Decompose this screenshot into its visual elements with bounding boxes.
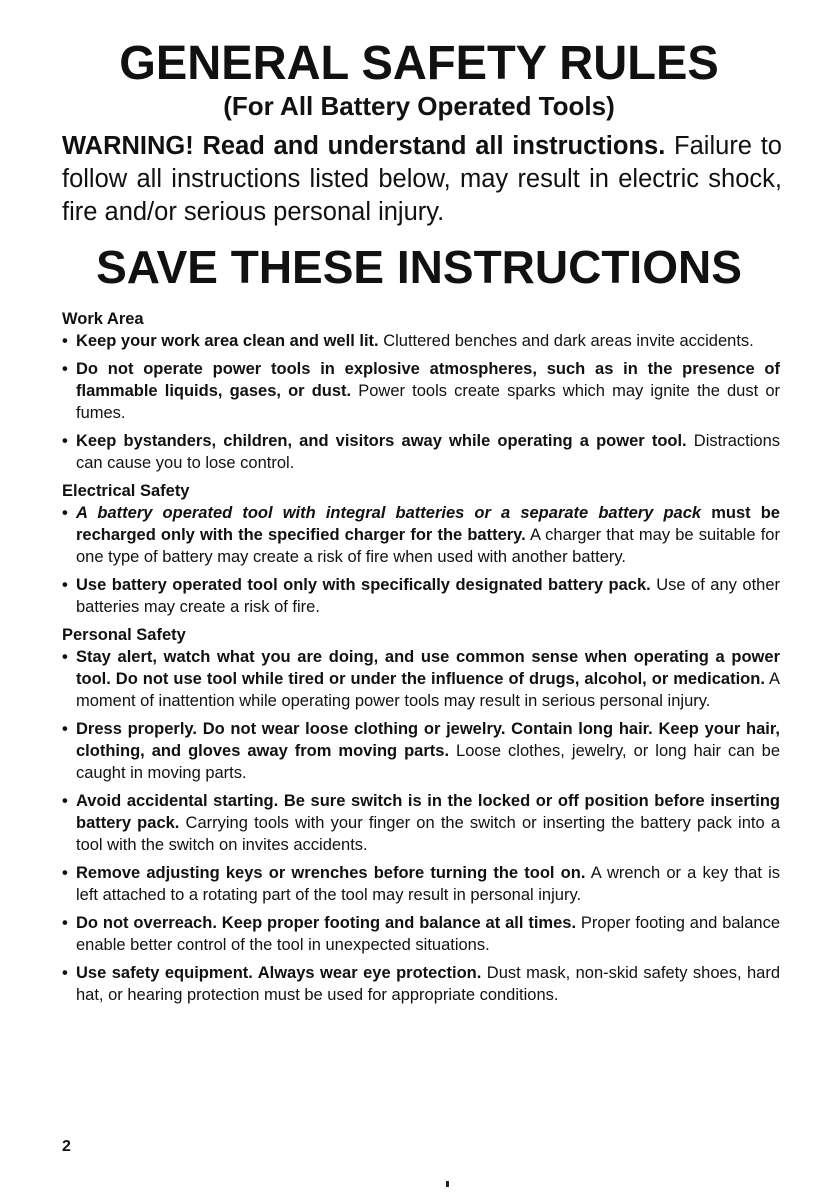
bullet-icon: •	[62, 332, 68, 350]
bullet-icon: •	[62, 648, 68, 666]
rule-item	[62, 718, 780, 784]
section-heading: Work Area	[62, 310, 144, 328]
rule-text: Carrying tools with your finger on the switch or inserting the battery pack into a tool with the switch on invites accidents.	[76, 814, 780, 854]
rule-item	[62, 430, 780, 474]
page-title: GENERAL SAFETY RULES	[119, 37, 719, 90]
rule-text: Use of any other batteries may create a risk of fire.	[76, 576, 780, 616]
section-work-area	[62, 308, 780, 474]
rule-bold: Keep bystanders, children, and visitors away while operating a power tool.	[76, 432, 687, 450]
page-subtitle: (For All Battery Operated Tools)	[223, 91, 615, 121]
rule-text: Dust mask, non-skid safety shoes, hard hat, or hearing protection must be used for appropriate conditions.	[76, 964, 781, 1004]
page-number: 2	[62, 1138, 71, 1155]
rule-text: A moment of inattention while operating power tools may result in serious personal injury.	[76, 670, 780, 710]
section-personal-safety	[62, 624, 780, 1006]
rule-item	[62, 862, 780, 906]
rule-text: A charger that may be suitable for one type of battery may create a risk of fire when used with another battery.	[76, 526, 780, 566]
bullet-icon: •	[62, 720, 68, 738]
rule-text: A wrench or a key that is left attached to a rotating part of the tool may result in personal injury.	[76, 864, 780, 904]
section-electrical-safety	[62, 480, 780, 618]
safety-sections	[62, 308, 780, 1012]
bullet-icon: •	[62, 792, 68, 810]
bullet-icon: •	[62, 864, 68, 882]
scan-mark	[446, 1181, 449, 1187]
rule-item	[62, 574, 780, 618]
bullet-icon: •	[62, 576, 68, 594]
rule-bold: Use battery operated tool only with specifically designated battery pack.	[76, 576, 651, 594]
warning-paragraph	[62, 130, 782, 229]
rule-text: Loose clothes, jewelry, or long hair can be caught in moving parts.	[76, 742, 780, 782]
warning-text: Failure to follow all instructions listed below, may result in electric shock, fire and/or serious personal injury.	[62, 132, 782, 226]
rule-bold: Do not overreach. Keep proper footing and balance at all times.	[76, 914, 577, 932]
save-instructions-heading: SAVE THESE INSTRUCTIONS	[96, 241, 742, 293]
bullet-icon: •	[62, 914, 68, 932]
rule-bold: Remove adjusting keys or wrenches before turning the tool on.	[76, 864, 586, 882]
bullet-icon: •	[62, 504, 68, 522]
rule-item	[62, 358, 780, 424]
bullet-icon: •	[62, 360, 68, 378]
rule-bold: Stay alert, watch what you are doing, and use common sense when operating a power tool. Do not use tool while tired or under the influence of drugs, alcohol, or medication.	[76, 648, 780, 688]
rule-item	[62, 330, 780, 352]
rule-italic: A battery operated tool with integral batteries or a separate battery pack	[76, 504, 702, 522]
rule-item	[62, 790, 780, 856]
rule-item	[62, 962, 780, 1006]
rule-text: Cluttered benches and dark areas invite accidents.	[378, 332, 754, 350]
rule-item	[62, 912, 780, 956]
rule-text: Distractions can cause you to lose control.	[76, 432, 780, 472]
rule-text: Proper footing and balance enable better control of the tool in unexpected situations.	[76, 914, 780, 954]
section-heading: Personal Safety	[62, 626, 186, 644]
bullet-icon: •	[62, 432, 68, 450]
warning-lead: WARNING! Read and understand all instructions.	[62, 132, 666, 160]
rule-bold: Use safety equipment. Always wear eye protection.	[76, 964, 482, 982]
section-heading: Electrical Safety	[62, 482, 190, 500]
rule-item	[62, 646, 780, 712]
rule-text: Power tools create sparks which may ignite the dust or fumes.	[76, 382, 780, 422]
rule-bold: Do not operate power tools in explosive atmospheres, such as in the presence of flammable liquids, gases, or dust.	[76, 360, 780, 400]
rule-bold: Dress properly. Do not wear loose clothing or jewelry. Contain long hair. Keep your hair, clothing, and gloves away from moving parts.	[76, 720, 780, 760]
rule-bold: Keep your work area clean and well lit.	[76, 332, 379, 350]
rule-bold: must be recharged only with the specified charger for the battery.	[76, 504, 780, 544]
rule-item	[62, 502, 780, 568]
bullet-icon: •	[62, 964, 68, 982]
rule-bold: Avoid accidental starting. Be sure switch is in the locked or off position before inserting battery pack.	[76, 792, 780, 832]
